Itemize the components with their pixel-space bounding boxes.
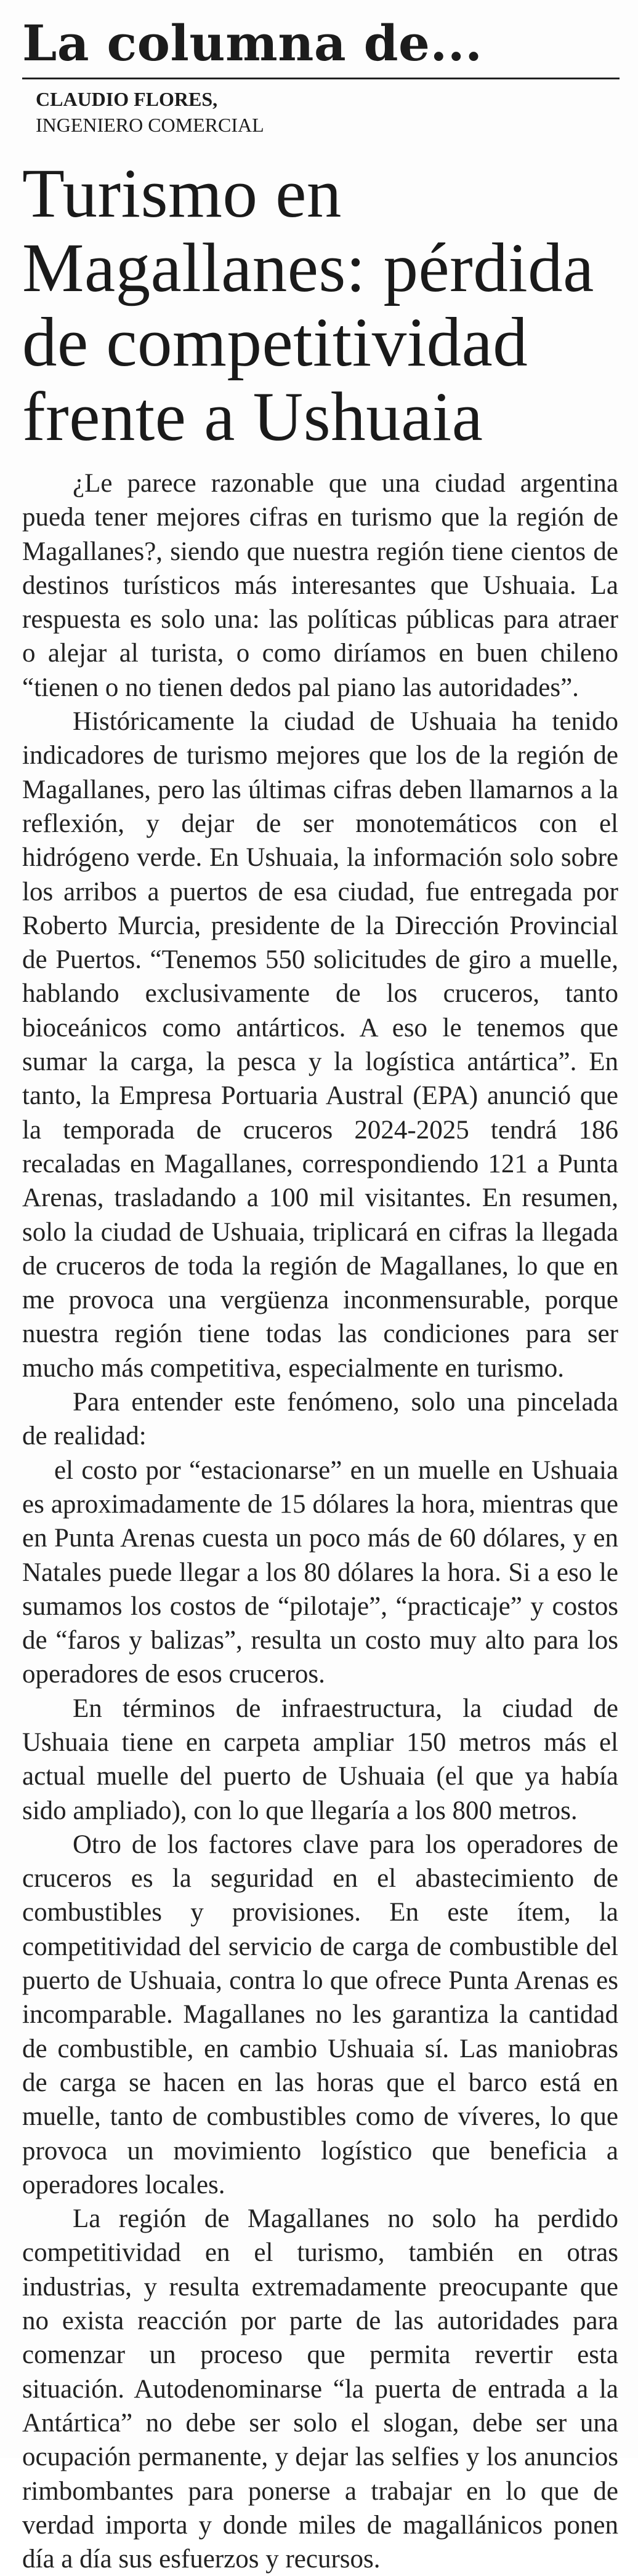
article-headline: Turismo en Magallanes: pérdida de competitividad frente a Ushuaia [22, 155, 594, 455]
paragraph-conclusion: La región de Magallanes no solo ha perdido competitividad en el turismo, también en otras industrias, y resulta extremadamente preocupante que no exista reacción por parte de las autoridades para comenzar un proceso que permita revertir esta situación. Autodenominarse “la puerta de entrada a la Antártica” no debe ser solo el slogan, debe ser una ocupación permanente, y dejar las selfies y los anuncios rimbombantes para ponerse a trabajar en lo que de verdad importa y donde miles de magallánicos ponen día a día sus esfuerzos y recursos. [22, 2204, 618, 2574]
paragraph-costs: el costo por “estacionarse” en un muelle en Ushuaia es aproximadamente de 15 dólares la hora, mientras que en Punta Arenas cuesta un poco más de 60 dólares, y en Natales puede llegar a los 80 dólares la hora. Si a eso le sumamos los costos de “pilotaje”, “practicaje” y costos de “faros y balizas”, resulta un costo muy alto para los operadores de esos cruceros. [22, 1455, 618, 1689]
paragraph-infrastructure: En términos de infraestructura, la ciudad de Ushuaia tiene en carpeta ampliar 150 metros más el actual muelle del puerto de Ushuaia (el que ya había sido ampliado), con lo que llegaría a los 800 metros. [22, 1694, 618, 1825]
author-name: CLAUDIO FLORES, [36, 88, 218, 110]
article-body [22, 466, 618, 2576]
byline [36, 86, 590, 138]
column-title: La columna de... [22, 14, 483, 72]
author-role: INGENIERO COMERCIAL [36, 114, 264, 136]
paragraph-fuel: Otro de los factores clave para los operadores de cruceros es la seguridad en el abastecimiento de combustibles y provisiones. En este ítem, la competitividad del servicio de carga de combustible del puerto de Ushuaia, contra lo que ofrece Punta Arenas es incomparable. Magallanes no les garantiza la cantidad de combustible, en cambio Ushuaia sí. Las maniobras de carga se hacen en las horas que el barco está en muelle, tanto de combustibles como de víveres, lo que provoca un movimiento logístico que beneficia a operadores locales. [22, 1830, 618, 2199]
paragraph-reality-intro: Para entender este fenómeno, solo una pincelada de realidad: [22, 1388, 618, 1451]
column-header [22, 11, 620, 79]
paragraph-history: Históricamente la ciudad de Ushuaia ha tenido indicadores de turismo mejores que los de la región de Magallanes, pero las últimas cifras deben llamarnos a la reflexión, y dejar de ser monotemáticos con el hidrógeno verde. En Ushuaia, la información solo sobre los arribos a puertos de esa ciudad, fue entregada por Roberto Murcia, presidente de la Dirección Provincial de Puertos. “Tenemos 550 solicitudes de giro a muelle, hablando exclusivamente de los cruceros, tanto bioceánicos como antárticos. A eso le tenemos que sumar la carga, la pesca y la logística antártica”. En tanto, la Empresa Portuaria Austral (EPA) anunció que la temporada de cruceros 2024-2025 tendrá 186 recaladas en Magallanes, correspondiendo 121 a Punta Arenas, trasladando a 100 mil visitantes. En resumen, solo la ciudad de Ushuaia, triplicará en cifras la llegada de cruceros de toda la región de Magallanes, lo que en me provoca una vergüenza inconmensurable, porque nuestra región tiene todas las condiciones para ser mucho más competitiva, especialmente en turismo. [22, 707, 618, 1383]
paragraph-intro: ¿Le parece razonable que una ciudad argentina pueda tener mejores cifras en turismo que la región de Magallanes?, siendo que nuestra región tiene cientos de destinos turísticos más interesantes que Ushuaia. La respuesta es solo una: las políticas públicas para atraer o alejar al turista, o como diríamos en buen chileno “tienen o no tienen dedos pal piano las autoridades”. [22, 469, 618, 702]
